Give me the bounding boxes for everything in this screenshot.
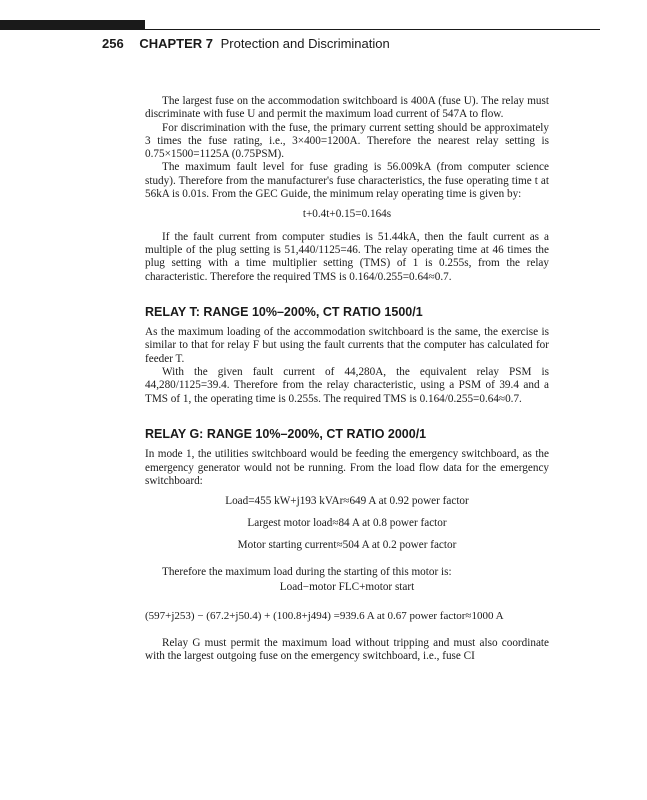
equation: Largest motor load≈84 A at 0.8 power factor <box>247 517 447 530</box>
equation: Load=455 kW+j193 kVAr≈649 A at 0.92 power factor <box>225 495 469 508</box>
paragraph: The largest fuse on the accommodation switchboard is 400A (fuse U). The relay must discriminate with fuse U and permit the maximum load current of 547A to flow. <box>145 95 549 121</box>
page-number: 256 <box>102 36 124 51</box>
header-rule-bar <box>0 20 145 30</box>
running-header <box>102 36 390 51</box>
paragraph: The maximum fault level for fuse grading is 56.009kA (from computer science study). Therefore from the manufacturer's fuse characteristics, the fuse operating time t at 56kA is 0.01s. From the GEC Guide, the minimum relay operating time is given by: <box>145 161 549 201</box>
chapter-label: CHAPTER 7 <box>139 36 214 51</box>
paragraph: As the maximum loading of the accommodation switchboard is the same, the exercise is similar to that for relay F but using the fault currents that the computer has calculated for feeder T. <box>145 326 549 365</box>
page-body <box>145 95 549 664</box>
section-heading: RELAY G: RANGE 10%–200%, CT RATIO 2000/1 <box>145 426 427 441</box>
paragraph: Therefore the maximum load during the starting of this motor is: <box>162 566 452 579</box>
equation: (597+j253) − (67.2+j50.4) + (100.8+j494) =939.6 A at 0.67 power factor≈1000 A <box>145 609 504 622</box>
paragraph: Relay G must permit the maximum load without tripping and must also coordinate with the largest outgoing fuse on the emergency switchboard, i.e., fuse CI <box>145 636 549 663</box>
equation: Load−motor FLC+motor start <box>279 581 415 594</box>
paragraph: In mode 1, the utilities switchboard would be feeding the emergency switchboard, as the emergency generator would not be running. From the load flow data for the emergency switchboard: <box>145 448 549 487</box>
equation: Motor starting current≈504 A at 0.2 power factor <box>237 538 457 551</box>
equation: t+0.4t+0.15=0.164s <box>302 208 392 221</box>
paragraph: With the given fault current of 44,280A, the equivalent relay PSM is 44,280/1125=39.4. Therefore from the relay characteristic, using a PSM of 39.4 and a TMS of 1, the operating time is 0.255s. The required TMS is 0.164/0.255=0.64≈0.7. <box>145 366 549 405</box>
paragraph: If the fault current from computer studies is 51.44kA, then the fault current as a multiple of the plug setting is 51,440/1125=46. The relay operating time at 46 times the plug setting with a time multiplier setting (TMS) of 1 is 0.255s, from the relay characteristic. Therefore the required TMS is 0.164/0.255=0.64≈0.7. <box>145 230 549 283</box>
header-rule-line <box>145 29 600 30</box>
paragraph: For discrimination with the fuse, the primary current setting should be approximately 3 times the fuse rating, i.e., 3×400=1200A. Therefore the nearest relay setting is 0.75×1500=1125A (0.75PSM). <box>145 121 549 161</box>
chapter-title: Protection and Discrimination <box>220 36 390 51</box>
section-heading: RELAY T: RANGE 10%–200%, CT RATIO 1500/1 <box>145 304 423 319</box>
